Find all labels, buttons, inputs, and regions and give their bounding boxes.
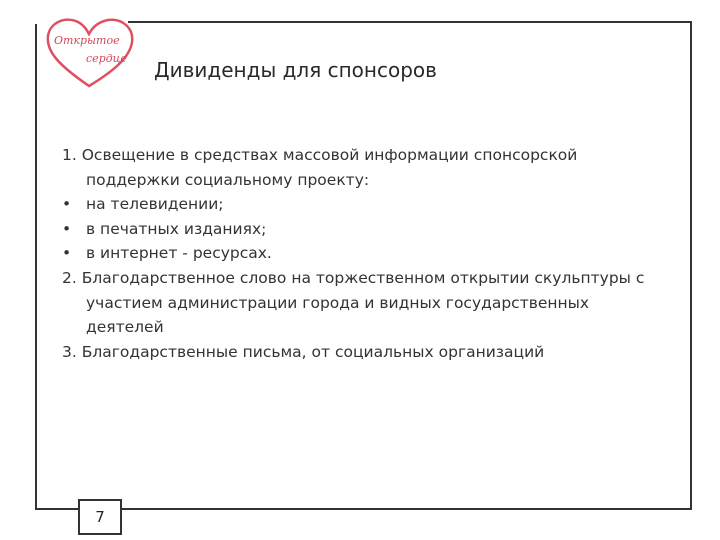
bullet-marker: •	[62, 195, 72, 214]
bullet-text: на телевидении;	[86, 195, 224, 214]
list-item-2-continuation: деятелей	[86, 318, 164, 337]
open-heart-logo	[40, 14, 138, 90]
bullet-text: в печатных изданиях;	[86, 219, 267, 238]
bullet-item-print	[62, 217, 682, 242]
slide-content	[62, 143, 682, 364]
bullet-item-internet	[62, 241, 682, 266]
list-item-1-continuation: поддержки социальному проекту:	[86, 170, 370, 189]
bullet-item-tv	[62, 192, 682, 217]
list-item-1: 1. Освещение в средствах массовой информации спонсорской	[62, 146, 578, 164]
logo-text-line2: сердце	[86, 52, 127, 65]
page-number: 7	[78, 499, 122, 535]
list-item-2-continuation: участием администрации города и видных государственных	[86, 293, 590, 312]
list-item-2: 2. Благодарственное слово на торжественном открытии скульптуры с	[62, 268, 645, 287]
bullet-text: в интернет - ресурсах.	[86, 244, 272, 263]
logo-text-line1: Открытое	[54, 34, 120, 47]
bullet-marker: •	[62, 244, 72, 263]
bullet-marker: •	[62, 219, 72, 238]
list-item-3: 3. Благодарственные письма, от социальных организаций	[62, 342, 545, 361]
slide-title: Дивиденды для спонсоров	[154, 58, 437, 82]
